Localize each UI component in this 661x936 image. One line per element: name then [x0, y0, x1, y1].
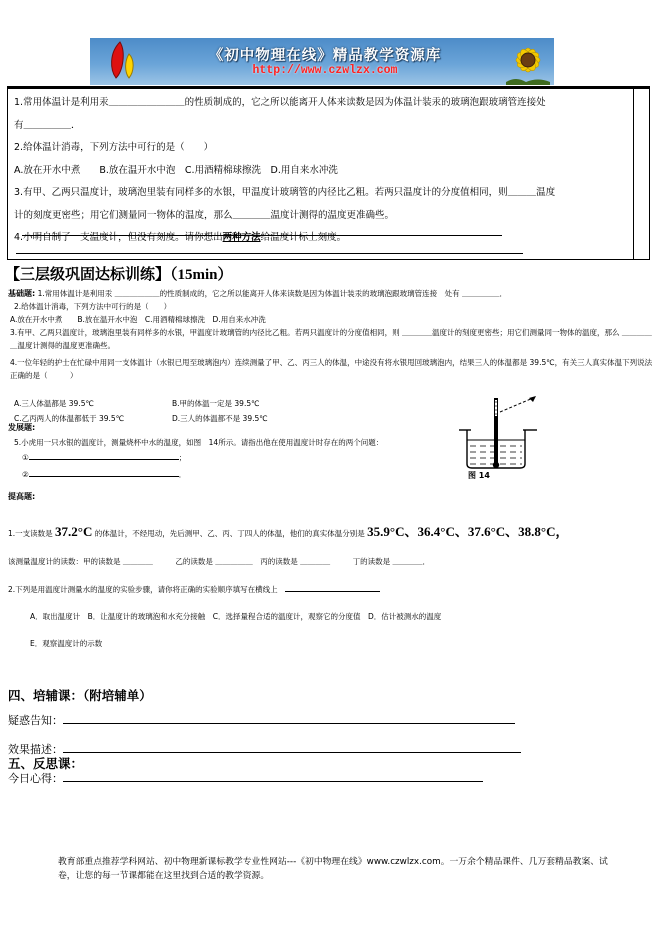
develop-q5-blank-1: [22, 452, 186, 465]
improve-q2-options-line-2: E．观察温度计的示数: [30, 639, 103, 648]
gains-label: 今日心得：: [8, 772, 63, 785]
question-4: [14, 227, 643, 250]
section-4-title: 四、培辅课：（附培辅单）: [8, 688, 152, 703]
question-4-text-end: 给温度计标上刻度。: [260, 232, 347, 243]
question-2-options: A.放在开水中煮 B.放在温开水中泡 C.用酒精棉球擦洗 D.用自来水冲洗: [14, 164, 338, 176]
basic-question-4-options: [14, 398, 434, 428]
drill-heading-text: 【三层级巩固达标训练】: [5, 265, 171, 283]
improve-q1-pre: 1.一支读数是: [8, 529, 53, 538]
answer-line: [22, 235, 502, 236]
answer-blank: [285, 585, 380, 592]
basic-question-2-options: A.放在开水中煮 B.放在温开水中泡 C.用酒精棉球擦洗 D.用自来水冲洗: [10, 315, 266, 324]
site-logo-icon: [102, 40, 148, 83]
answer-line: [16, 253, 523, 254]
thermometer-reading-value: 37.2°C: [55, 524, 93, 539]
circled-2: ②: [22, 470, 29, 479]
answer-blank: [29, 470, 179, 477]
improve-q2-text: 2.下列是用温度计测量水的温度的实验步骤，请你将正确的实验顺序填写在横线上: [8, 585, 286, 594]
effect-row: [8, 741, 521, 757]
improve-question-1: [8, 526, 656, 541]
banner-url-link[interactable]: http://www.czwlzx.com: [252, 64, 398, 77]
option-d: D.三人的体温都不是 39.5℃: [172, 414, 268, 423]
basic-q1-text: 1.常用体温计是利用汞 ＿＿＿＿＿＿的性质制成的，它之所以能离开人体来读数是因为体温计装汞的玻璃泡跟玻璃管连接 处有 ＿＿＿＿＿．: [37, 289, 508, 298]
basic-question-3: 3.有甲、乙两只温度计，玻璃泡里装有同样多的水银，甲温度计玻璃管的内径比乙粗。若两只温度计的分度值相同，则 ＿＿＿＿温度计的刻度更密些；用它们测量同一物体的温度，那么 ＿＿＿＿＿温度计测得的温度更准确些。: [10, 328, 652, 350]
option-a: A.三人体温都是 39.5℃: [14, 399, 94, 408]
effect-label: 效果描述：: [8, 743, 63, 756]
gains-answer-line: [63, 772, 483, 782]
drill-heading-time: （15min）: [170, 267, 233, 283]
doubt-row: [8, 712, 515, 728]
answer-blank: [29, 453, 179, 460]
question-1-line-1: 1.常用体温计是利用汞＿＿＿＿＿＿＿＿的性质制成的，它之所以能离开人体来读数是因为体温计装汞的玻璃泡跟玻璃管连接处: [14, 97, 546, 108]
improve-q1-mid: 的体温计，不经甩动，先后测甲、乙、丙、丁四人的体温，他们的真实体温分别是: [94, 529, 365, 538]
doubt-label: 疑惑告知：: [8, 714, 63, 727]
site-footer-text: 教育部重点推荐学科网站、初中物理新课标教学专业性网站---《初中物理在线》www.czwlzx.com。一万余个精品课件、几万套精品教案、试卷，让您的每一节课都能在这里找到合适的教学资源。: [58, 857, 608, 881]
improve-q2-options-line-1: A．取出温度计 B．让温度计的玻璃泡和水充分接触 C．选择量程合适的温度计，观察它的分度值 D．估计被测水的温度: [30, 612, 442, 621]
homework-question-box: [7, 86, 650, 260]
banner-title: 《初中物理在线》精品教学资源库: [208, 48, 442, 64]
improve-question-2: [8, 584, 656, 597]
basic-question-4: 4.一位年轻的护士在忙碌中用同一支体温计（水银已甩至玻璃泡内）连续测量了甲、乙、丙三人的体温，中途没有将水银甩回玻璃泡内，结果三人的体温都是 39.5℃，有关三人真实体温下列说法正确的是（ ）: [10, 358, 653, 380]
table-cell-divider: [633, 89, 634, 259]
basic-label: 基础题:: [8, 289, 36, 298]
question-2: 2.给体温计消毒，下列方法中可行的是（ ）: [14, 142, 214, 153]
circled-1: ①: [22, 453, 29, 462]
option-c: C.乙丙两人的体温都低于 39.5℃: [14, 414, 125, 423]
option-b: B.甲的体温一定是 39.5℃: [172, 399, 260, 408]
basic-question-1: [8, 288, 654, 301]
develop-question-5: 5.小虎用一只水银的温度计，测量烧杯中水的温度，如图 14所示。请指出他在使用温度计时存在的两个问题：: [14, 438, 384, 447]
gains-row: [8, 770, 483, 786]
site-banner: [90, 38, 554, 85]
punct: ；: [178, 453, 187, 462]
develop-label: 发展题:: [8, 423, 36, 432]
question-1-line-2: 有＿＿＿＿＿．: [14, 119, 81, 131]
sunflower-icon: [502, 38, 552, 85]
question-4-text: 4.小明自制了一支温度计，但没有刻度。请你想出: [14, 232, 223, 243]
doubt-answer-line: [63, 714, 515, 724]
thermometer-beaker-figure: [453, 392, 545, 472]
question-3-line-1: 3.有甲、乙两只温度计，玻璃泡里装有同样多的水银，甲温度计玻璃管的内径比乙粗。若两只温度计的分度值相同，则＿＿＿温度: [14, 187, 556, 198]
develop-q5-blank-2: [22, 469, 186, 482]
question-4-emphasis: 两种方法: [222, 232, 261, 243]
section-5-title: 五、反思课：: [8, 756, 84, 771]
true-temperatures-values: 35.9°C、36.4°C、37.6°C、38.8°C，: [367, 524, 569, 539]
punct: ．: [178, 470, 187, 479]
figure-caption: 图 14: [468, 471, 490, 480]
improve-label: 提高题:: [8, 492, 36, 501]
basic-question-2: 2.给体温计消毒，下列方法中可行的是（ ）: [14, 302, 172, 311]
effect-answer-line: [63, 743, 521, 753]
improve-q1-readings: 该测量温度计的读数：甲的读数是 ＿＿＿＿ 乙的读数是 ＿＿＿＿＿ 丙的读数是 ＿＿＿＿ 丁的读数是 ＿＿＿＿．: [8, 557, 431, 566]
drill-section-heading: [5, 263, 233, 284]
question-3-line-2: 计的刻度更密些；用它们测量同一物体的温度，那么＿＿＿＿温度计测得的温度更准确些。: [14, 209, 395, 221]
